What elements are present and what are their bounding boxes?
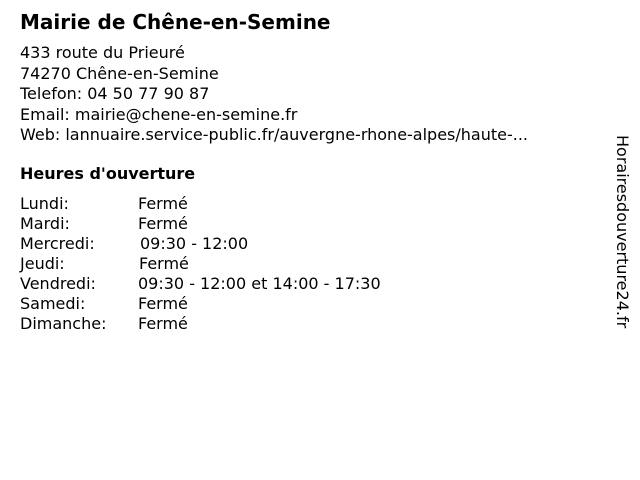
hours-value: Fermé	[138, 294, 188, 313]
hours-value: 09:30 - 12:00	[140, 234, 249, 253]
day-label: Lundi:	[20, 194, 69, 213]
postal-city: 74270 Chêne-en-Semine	[20, 63, 219, 83]
page-title: Mairie de Chêne-en-Semine	[20, 10, 331, 34]
website-url: Web: lannuaire.service-public.fr/auvergne-rhone-alpes/haute-...	[20, 125, 529, 144]
day-label: Dimanche:	[20, 314, 107, 333]
email-address: Email: mairie@chene-en-semine.fr	[20, 104, 298, 124]
day-label: Vendredi:	[20, 274, 96, 293]
day-label: Jeudi:	[20, 254, 65, 273]
street-address: 433 route du Prieuré	[20, 43, 185, 62]
hours-value: Fermé	[138, 194, 188, 213]
hours-value: 09:30 - 12:00 et 14:00 - 17:30	[138, 274, 381, 293]
hours-value: Fermé	[139, 254, 189, 273]
day-label: Mardi:	[20, 214, 70, 233]
phone-number: Telefon: 04 50 77 90 87	[20, 84, 210, 103]
opening-hours-heading: Heures d'ouverture	[20, 164, 196, 183]
hours-value: Fermé	[138, 314, 188, 333]
day-label: Samedi:	[20, 294, 86, 313]
address-block	[20, 43, 528, 146]
day-label: Mercredi:	[20, 234, 95, 253]
brand-watermark-link[interactable]: Horairesdouverture24.fr	[613, 135, 632, 329]
hours-value: Fermé	[138, 214, 188, 233]
